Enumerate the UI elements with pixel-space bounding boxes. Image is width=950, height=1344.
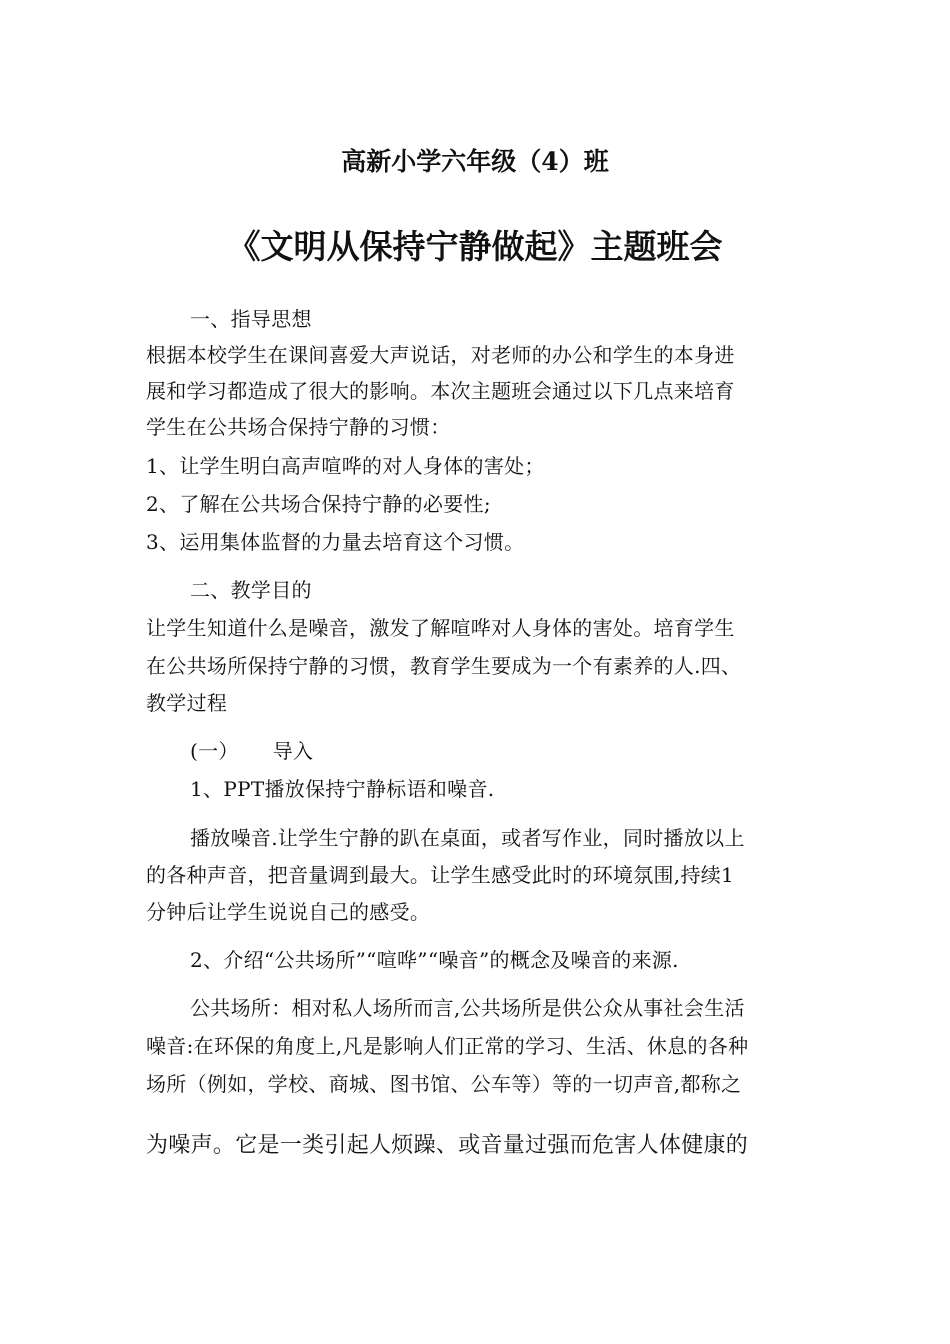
paragraph-line: 让学生知道什么是噪音，激发了解喧哗对人身体的害处。培育学生 [146,616,735,640]
class-title: 高新小学六年级（4）班 [341,147,609,176]
step-heading: 2、介绍“公共场所”“喧哗”“噪音”的概念及噪音的来源. [190,948,679,972]
paragraph-line: 公共场所：相对私人场所而言,公共场所是供公众从事社会生活 [190,996,745,1020]
paragraph-line: 学生在公共场合保持宁静的习惯： [146,415,451,439]
list-item: 1、让学生明白高声喧哗的对人身体的害处； [146,454,545,478]
paragraph-line: 展和学习都造成了很大的影响。本次主题班会通过以下几点来培育 [146,379,735,403]
step-heading: 1、PPT播放保持宁静标语和噪音. [190,777,495,801]
paragraph-line: 教学过程 [146,691,228,715]
list-item: 3、运用集体监督的力量去培育这个习惯。 [146,530,525,554]
paragraph-line: 在公共场所保持宁静的习惯，教育学生要成为一个有素养的人.四、 [146,654,742,678]
section1-heading: 一、指导思想 [190,307,312,331]
paragraph-line: 噪音:在环保的角度上,凡是影响人们正常的学习、生活、休息的各种 [146,1034,749,1058]
subsection-title: 导入 [272,739,314,763]
paragraph-line: 播放噪音.让学生宁静的趴在桌面，或者写作业，同时播放以上 [190,826,745,850]
section2-heading: 二、教学目的 [190,578,312,602]
paragraph-line: 根据本校学生在课间喜爱大声说话，对老师的办公和学生的本身进 [146,343,735,367]
subsection-label: (一） [190,739,239,763]
list-item: 2、了解在公共场合保持宁静的必要性; [146,492,491,516]
subsection-heading [190,737,313,765]
paragraph-line: 场所（例如，学校、商城、图书馆、公车等）等的一切声音,都称之 [146,1072,742,1096]
paragraph-line: 分钟后让学生说说自己的感受。 [146,900,431,924]
paragraph-line: 为噪声。它是一类引起人烦躁、或音量过强而危害人体健康的 [146,1133,749,1158]
paragraph-line: 的各种声音，把音量调到最大。让学生感受此时的环境氛围,持续1 [146,863,735,887]
meeting-title: 《文明从保持宁静做起》主题班会 [227,227,723,266]
